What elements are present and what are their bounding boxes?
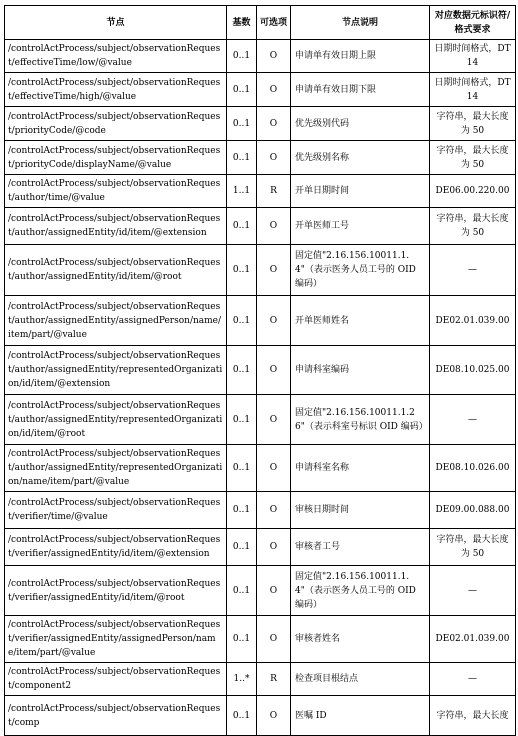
table-row (5, 40, 516, 73)
cardinality-cell: 0..1 (227, 107, 257, 141)
format-cell: 字符串，最大长度为 50 (430, 107, 516, 141)
description-cell: 优先级别名称 (291, 141, 430, 175)
cardinality-cell: 1..* (227, 663, 257, 696)
description-cell: 固定值"2.16.156.10011.1.4"（表示医务人员工号的 OID 编码） (291, 245, 430, 296)
description-cell: 审核者姓名 (291, 616, 430, 663)
description-cell: 审核日期时间 (291, 492, 430, 529)
optional-cell: O (257, 529, 291, 566)
cardinality-cell: 0..1 (227, 445, 257, 492)
table-row (5, 175, 516, 208)
description-cell: 固定值"2.16.156.10011.1.26"（表示科室号标识 OID 编码） (291, 395, 430, 445)
cardinality-cell: 0..1 (227, 696, 257, 736)
cardinality-cell: 0..1 (227, 529, 257, 566)
optional-cell: O (257, 296, 291, 346)
description-cell: 开单医师姓名 (291, 296, 430, 346)
table-row (5, 696, 516, 736)
format-cell: 字符串，最大长度为 50 (430, 141, 516, 175)
cardinality-cell: 0..1 (227, 141, 257, 175)
description-cell: 医嘱 ID (291, 696, 430, 736)
optional-cell: O (257, 346, 291, 395)
format-cell: DE09.00.088.00 (430, 492, 516, 529)
format-cell: DE06.00.220.00 (430, 175, 516, 208)
cardinality-cell: 0..1 (227, 492, 257, 529)
table-row (5, 616, 516, 663)
format-cell: 字符串，最大长度为 50 (430, 529, 516, 566)
table-row (5, 663, 516, 696)
node-path-cell: /controlActProcess/subject/observationRequest/verifier/time/@value (5, 492, 227, 529)
table-row (5, 141, 516, 175)
node-path-cell: /controlActProcess/subject/observationRequest/effectiveTime/high/@value (5, 73, 227, 107)
node-path-cell: /controlActProcess/subject/observationRequest/author/assignedEntity/representedOrganization/id/item/@extension (5, 346, 227, 395)
description-cell: 审核者工号 (291, 529, 430, 566)
format-cell: DE02.01.039.00 (430, 296, 516, 346)
header-node: 节点 (5, 6, 227, 40)
table-row (5, 208, 516, 245)
cardinality-cell: 0..1 (227, 73, 257, 107)
optional-cell: O (257, 696, 291, 736)
optional-cell: R (257, 663, 291, 696)
table-row (5, 296, 516, 346)
format-cell: — (430, 566, 516, 616)
cardinality-cell: 0..1 (227, 346, 257, 395)
cardinality-cell: 0..1 (227, 395, 257, 445)
header-cardinality: 基数 (227, 6, 257, 40)
node-path-cell: /controlActProcess/subject/observationRequest/author/assignedEntity/representedOrganization/name/item/part/@value (5, 445, 227, 492)
table-row (5, 566, 516, 616)
description-cell: 申请科室名称 (291, 445, 430, 492)
format-cell: 字符串，最大长度 (430, 696, 516, 736)
document-table-container (4, 5, 515, 736)
format-cell: 日期时间格式，DT14 (430, 73, 516, 107)
description-cell: 申请单有效日期上限 (291, 40, 430, 73)
optional-cell: O (257, 141, 291, 175)
format-cell: DE02.01.039.00 (430, 616, 516, 663)
optional-cell: O (257, 40, 291, 73)
node-path-cell: /controlActProcess/subject/observationRequest/priorityCode/displayName/@value (5, 141, 227, 175)
description-cell: 申请科室编码 (291, 346, 430, 395)
format-cell: 日期时间格式，DT14 (430, 40, 516, 73)
cardinality-cell: 0..1 (227, 245, 257, 296)
optional-cell: O (257, 445, 291, 492)
header-format: 对应数据元标识符/格式要求 (430, 6, 516, 40)
cardinality-cell: 0..1 (227, 616, 257, 663)
optional-cell: O (257, 107, 291, 141)
format-cell: 字符串，最大长度为 50 (430, 208, 516, 245)
table-header-row (5, 6, 516, 40)
description-cell: 开单日期时间 (291, 175, 430, 208)
format-cell: — (430, 395, 516, 445)
header-description: 节点说明 (291, 6, 430, 40)
node-path-cell: /controlActProcess/subject/observationRequest/verifier/assignedEntity/assignedPerson/name/item/part/@value (5, 616, 227, 663)
node-path-cell: /controlActProcess/subject/observationRequest/author/assignedEntity/representedOrganization/id/item/@root (5, 395, 227, 445)
node-path-cell: /controlActProcess/subject/observationRequest/author/assignedEntity/id/item/@root (5, 245, 227, 296)
node-path-cell: /controlActProcess/subject/observationRequest/comp (5, 696, 227, 736)
node-path-cell: /controlActProcess/subject/observationRequest/priorityCode/@code (5, 107, 227, 141)
node-spec-table (4, 5, 516, 736)
node-path-cell: /controlActProcess/subject/observationRequest/component2 (5, 663, 227, 696)
table-row (5, 73, 516, 107)
description-cell: 固定值"2.16.156.10011.1.4"（表示医务人员工号的 OID 编码） (291, 566, 430, 616)
cardinality-cell: 1..1 (227, 175, 257, 208)
table-row (5, 529, 516, 566)
optional-cell: O (257, 492, 291, 529)
optional-cell: O (257, 395, 291, 445)
table-body (5, 40, 516, 736)
node-path-cell: /controlActProcess/subject/observationRequest/verifier/assignedEntity/id/item/@extension (5, 529, 227, 566)
optional-cell: O (257, 208, 291, 245)
table-row (5, 395, 516, 445)
optional-cell: O (257, 245, 291, 296)
format-cell: — (430, 663, 516, 696)
node-path-cell: /controlActProcess/subject/observationRequest/author/assignedEntity/assignedPerson/name/item/part/@value (5, 296, 227, 346)
optional-cell: O (257, 73, 291, 107)
header-optional: 可选项 (257, 6, 291, 40)
table-row (5, 445, 516, 492)
optional-cell: R (257, 175, 291, 208)
optional-cell: O (257, 616, 291, 663)
description-cell: 检查项目根结点 (291, 663, 430, 696)
format-cell: — (430, 245, 516, 296)
format-cell: DE08.10.025.00 (430, 346, 516, 395)
node-path-cell: /controlActProcess/subject/observationRequest/verifier/assignedEntity/id/item/@root (5, 566, 227, 616)
cardinality-cell: 0..1 (227, 40, 257, 73)
node-path-cell: /controlActProcess/subject/observationRequest/effectiveTime/low/@value (5, 40, 227, 73)
format-cell: DE08.10.026.00 (430, 445, 516, 492)
description-cell: 开单医师工号 (291, 208, 430, 245)
table-row (5, 245, 516, 296)
cardinality-cell: 0..1 (227, 296, 257, 346)
description-cell: 申请单有效日期下限 (291, 73, 430, 107)
optional-cell: O (257, 566, 291, 616)
node-path-cell: /controlActProcess/subject/observationRequest/author/time/@value (5, 175, 227, 208)
node-path-cell: /controlActProcess/subject/observationRequest/author/assignedEntity/id/item/@extension (5, 208, 227, 245)
cardinality-cell: 0..1 (227, 566, 257, 616)
table-row (5, 492, 516, 529)
table-row (5, 107, 516, 141)
cardinality-cell: 0..1 (227, 208, 257, 245)
table-row (5, 346, 516, 395)
description-cell: 优先级别代码 (291, 107, 430, 141)
